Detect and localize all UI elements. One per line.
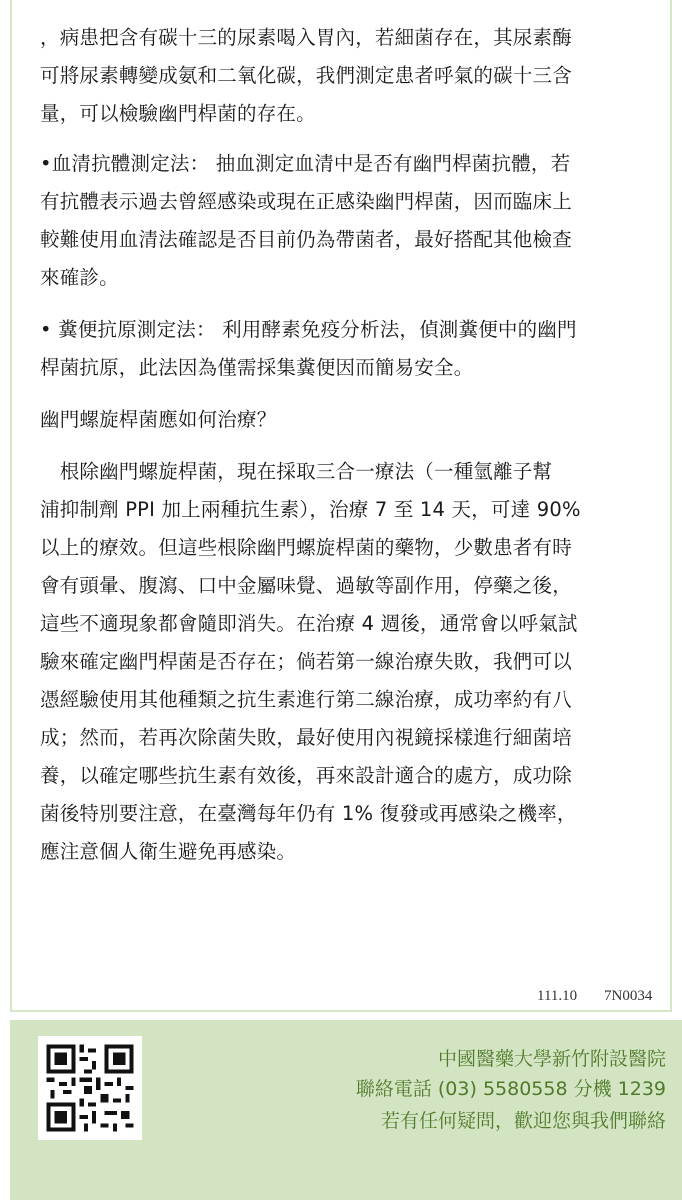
treatment-line: 應注意個人衛生避免再感染。	[40, 840, 297, 863]
treatment-line: 成；然而，若再次除菌失敗，最好使用內視鏡採樣進行細菌培	[40, 726, 572, 749]
contact-note: 若有任何疑問，歡迎您與我們聯絡	[380, 1110, 666, 1132]
treatment-line: 這些不適現象都會隨即消失。在治療 4 週後，通常會以呼氣試	[40, 612, 578, 635]
treatment-line: 浦抑制劑 PPI 加上兩種抗生素），治療 7 至 14 天，可達 90%	[40, 498, 581, 521]
hospital-name: 中國醫藥大學新竹附設醫院	[437, 1048, 666, 1070]
contact-phone: 聯絡電話 (03) 5580558 分機 1239	[355, 1078, 666, 1100]
serum-test-line: 較難使用血清法確認是否目前仍為帶菌者，最好搭配其他檢查	[40, 228, 572, 251]
stool-test-line: • 糞便抗原測定法： 利用酵素免疫分析法，偵測糞便中的幽門	[40, 318, 577, 341]
treatment-line: 會有頭暈、腹瀉、口中金屬味覺、過敏等副作用，停藥之後，	[40, 574, 572, 597]
treatment-line: 以上的療效。但這些根除幽門螺旋桿菌的藥物，少數患者有時	[40, 536, 572, 559]
footer	[10, 1020, 682, 1200]
serum-test-line: •血清抗體測定法： 抽血測定血清中是否有幽門桿菌抗體，若	[40, 152, 571, 175]
serum-test-line: 有抗體表示過去曾經感染或現在正感染幽門桿菌，因而臨床上	[40, 190, 572, 213]
paragraph-line: 量，可以檢驗幽門桿菌的存在。	[40, 102, 316, 125]
paragraph-line: 可將尿素轉變成氨和二氧化碳，我們測定患者呼氣的碳十三含	[40, 64, 572, 87]
treatment-line: 菌後特別要注意，在臺灣每年仍有 1% 復發或再感染之機率，	[40, 802, 577, 825]
treatment-line: 養，以確定哪些抗生素有效後，再來設計適合的處方，成功除	[40, 764, 572, 787]
treatment-heading: 幽門螺旋桿菌應如何治療？	[40, 408, 277, 431]
qr-code-icon	[38, 1036, 142, 1140]
stool-test-line: 桿菌抗原，此法因為僅需採集糞便因而簡易安全。	[40, 356, 474, 379]
serum-test-line: 來確診。	[40, 266, 119, 289]
paragraph-line: ，病患把含有碳十三的尿素喝入胃內，若細菌存在，其尿素酶	[40, 26, 572, 49]
treatment-line: 憑經驗使用其他種類之抗生素進行第二線治療，成功率約有八	[40, 688, 572, 711]
date-code: 111.10	[537, 988, 578, 1004]
document-code: 7N0034	[604, 988, 653, 1004]
treatment-line: 驗來確定幽門桿菌是否存在；倘若第一線治療失敗，我們可以	[40, 650, 572, 673]
treatment-line: 根除幽門螺旋桿菌，現在採取三合一療法（一種氫離子幫	[40, 460, 553, 483]
